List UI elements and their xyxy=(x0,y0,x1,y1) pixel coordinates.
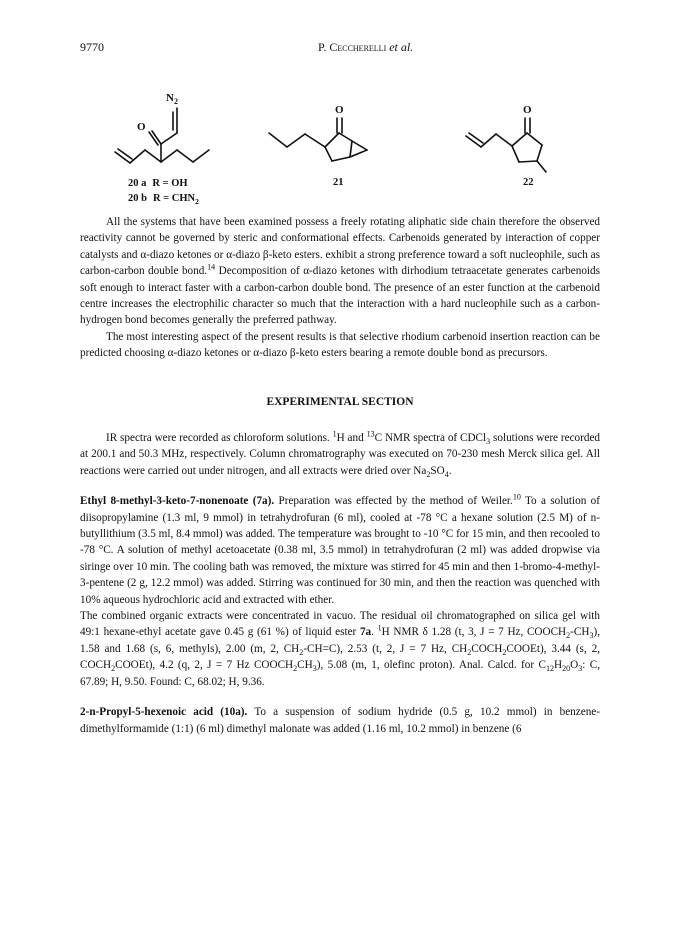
structure-21-bond xyxy=(332,157,350,161)
structure-21-bond xyxy=(325,147,332,161)
discussion-paragraph-2: The most interesting aspect of the present results is that selective rhodium carbenoid insertion reaction can be predicted choosing α-diazo ketones or α-diazo β-keto esters bearing a remote double bond as precursors. xyxy=(80,330,600,360)
structure-22-bond xyxy=(469,133,483,143)
structure-21-bond xyxy=(269,133,287,147)
structure-20a-caption: 20 a R = OH xyxy=(128,178,188,189)
compound-7a-title: Ethyl 8-methyl-3-keto-7-nonenoate (7a). xyxy=(80,495,275,508)
compound-10a-title: 2-n-Propyl-5-hexenoic acid (10a). xyxy=(80,706,248,719)
structure-21-bond xyxy=(350,141,352,157)
structure-20-bond xyxy=(115,152,130,163)
structure-22-bond xyxy=(512,133,527,146)
structure-20b-caption: 20 b $R = CHN_2$ xyxy=(128,193,199,206)
structure-20-bond xyxy=(193,150,209,162)
structure-22-bond xyxy=(512,146,519,162)
structure-21-bond xyxy=(350,150,367,157)
structure-21-bond xyxy=(339,133,352,141)
structure-21-oxygen: O xyxy=(335,104,344,116)
structure-22-bond xyxy=(537,145,542,161)
structure-21-label: 21 xyxy=(333,177,344,188)
structure-22 xyxy=(466,104,546,188)
structure-21 xyxy=(269,104,367,188)
structure-22-bond xyxy=(496,134,512,146)
running-head-et-al: et al. xyxy=(389,40,414,54)
structure-20-bond xyxy=(145,150,161,162)
experimental-heading: EXPERIMENTAL SECTION xyxy=(266,396,414,408)
discussion-p1-text-a: All the systems that have been examined possess a freely rotating aliphatic side chain therefore the observed reactivity cannot be governed by steric and conformational effects. Carbenoids generated by interaction of copper catalysts and α-diazo ketones or α-diazo β-keto esters. exhibit a strong preference toward a soft nucleophile, such as carbon-carbon double bond. xyxy=(80,216,600,278)
discussion-text xyxy=(80,214,600,362)
structure-22-bond xyxy=(481,134,496,147)
structure-21-bond xyxy=(325,133,339,147)
compound-7a-workup: The combined organic extracts were concentrated in vacuo. The residual oil chromatographed on silica gel with 49:1 hexane-ethyl acetate gave 0.45 g (61 %) of liquid ester 7a. $^1$H NMR δ 1.28 (t, 3, J = 7 Hz, $COOCH_2-CH_3$), 1.58 and 1.68 (s, 6, methyls), 2.00 (m, 2, $CH_2-CH=C$), 2.53 (t, 2, J = 7 Hz, $CH_2COCH_2COOEt$), 3.44 (s, 2, $COCH_2COOEt$), 4.2 (q, 2, J = 7 Hz $COOCH_2CH_3$), 5.08 (m, 1, olefinc proton). Anal. Calcd. for $C_{12}H_{20}O_3$: C, 67.89; H, 9.50. Found: C, 68.02; H, 9.36. xyxy=(80,610,601,688)
page-number: 9770 xyxy=(80,40,104,54)
discussion-paragraph-1 xyxy=(80,214,600,329)
structure-22-bond xyxy=(466,136,481,147)
discussion-p1-text-b: Decomposition of α-diazo ketones with dirhodium tetraacetate generates carbenoids soft enough to interact faster with a carbon-carbon double bond. The presence of an ester function at the carbenoid centre increases the electrophilic character so much that the interaction with a hard nucleophile such as a carbon-hydrogen bond becomes generally the preferred pathway. xyxy=(80,265,600,327)
structure-20-bond xyxy=(161,133,177,144)
structure-21-bond xyxy=(305,134,325,147)
structure-22-label: 22 xyxy=(523,177,534,188)
experimental-intro: IR spectra were recorded as chloroform solutions. $^1$H and $^{13}$C NMR spectra of CDCl$_3$ solutions were recorded at 200.1 and 50.3 MHz, respectively. Column chromatrography was executed on 70-230 mesh Merck silica gel. All reactions were carried out under nitrogen, and all extracts were dried over $Na_2SO_4$. xyxy=(80,429,601,480)
structure-20-oxygen: O xyxy=(137,121,146,133)
structure-20-bond xyxy=(177,150,193,162)
structure-20-bond xyxy=(161,150,177,162)
structure-21-bond xyxy=(352,141,367,150)
structure-20-diazo-label: $N_2$ xyxy=(166,92,178,106)
experimental-text xyxy=(80,430,600,737)
compound-7a-paragraph: Ethyl 8-methyl-3-keto-7-nonenoate (7a). Preparation was effected by the method of Weiler.$^{10}$ To a solution of diisopropylamine (1.3 ml, 9 mmol) in tetrahydrofuran (6 ml), cooled at -78 °C a hexane solution (2.5 M) of n-butyllithium (3.5 ml, 8.4 mmol) was added. The temperature was brought to -10 °C for 15 min, and then recooled to -78 °C. A solution of methyl acetoacetate (0.38 ml, 3.5 mmol) in tetrahydrofuran (2 ml) was added dropwise via siringe over 10 min. The cooling bath was removed, the mixture was stirred for 45 min and then 1-bromo-4-methyl-3-pentene (2 g, 12.2 mmol) was added. Stirring was continued for 30 min, and then the reaction was quenched with 10% aqueous hydrochloric acid and extracted with ether. xyxy=(80,492,600,606)
structure-22-oxygen: O xyxy=(523,104,532,116)
structure-22-bond xyxy=(537,161,546,172)
chemical-structures xyxy=(0,0,680,210)
structure-22-bond xyxy=(527,133,542,145)
structure-20 xyxy=(115,92,209,206)
structure-20-bond xyxy=(118,149,132,159)
reference-14: 14 xyxy=(207,262,216,272)
structure-22-bond xyxy=(519,161,537,162)
structure-21-bond xyxy=(287,134,305,147)
structure-20-bond xyxy=(130,150,145,163)
compound-10a-paragraph: 2-n-Propyl-5-hexenoic acid (10a). To a suspension of sodium hydride (0.5 g, 10.2 mmol) in benzene-dimethylformamide (1:1) (6 ml) dimethyl malonate was added (1.16 ml, 10.2 mmol) in benzene (6 xyxy=(80,706,600,735)
running-head-author: P. Ceccherelli xyxy=(318,40,387,54)
